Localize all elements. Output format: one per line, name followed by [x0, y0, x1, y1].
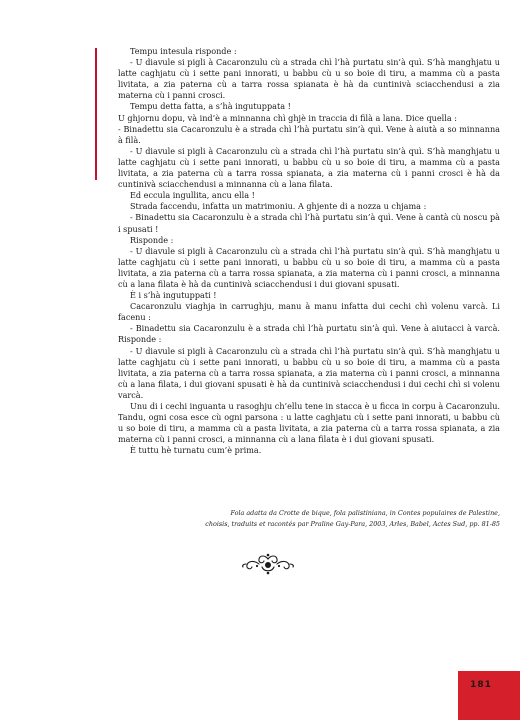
- story-text: [118, 46, 500, 456]
- story-paragraph: Ed eccula ingullita, ancu ella !: [130, 190, 255, 201]
- story-paragraph: Cacaronzulu viaghja in carrughju, manu à manu infatta dui cechi chì volenu varcà. Li facenu :: [118, 301, 500, 323]
- story-paragraph: Strada faccendu, infatta un matrimoniu. A ghjente di a nozza u chjama :: [130, 201, 427, 212]
- page-number-box: [458, 671, 520, 720]
- source-line: Fola adatta da Crotte de bique, fola palistiniana, in Contes populaires de Palestine,: [230, 509, 500, 517]
- source-line: choisis, traduits et racontés par Praline Gay-Para, 2003, Arles, Babel, Actes Sud, pp. 81-85: [205, 519, 500, 528]
- story-paragraph: - U diavule si pigli à Cacaronzulu cù a strada chì l’hà purtatu sin’à quì. S’hà manghjatu u latte caghjatu cù i sette pani innorati, u babbu cù u so boie di tiru, a mamma cù a pasta livitata, a zia paterna cù a tarra rossa spianata, a zia materna cù i panni crosci è hà da cuntinivà sciacchendusi a minnanna cù a lana filata.: [118, 145, 500, 190]
- story-paragraph: Risponde :: [130, 234, 174, 245]
- story-paragraph: - U diavule si pigli à Cacaronzulu cù a strada chì l’hà purtatu sin’à quì. S’hà manghjatu u latte caghjatu cù i sette pani innorati, u babbu cù u so boie di tiru, a mamma cù a pasta livitata, a zia paterna cù a tarra rossa spianata, a zia materna cù i panni crosci, a minnanna cù a lana filata, i dui giovani spusati è hà da cuntinivà sciacchendusi i dui cechi chì si volenu varcà.: [118, 345, 500, 400]
- story-paragraph: Tempu intesula risponde :: [130, 46, 237, 56]
- margin-red-rule: [95, 48, 97, 180]
- story-paragraph: - U diavule si pigli à Cacaronzulu cù a strada chì l’hà purtatu sin’à quì. S’hà manghjatu u latte caghjatu cù i sette pani innorati, u babbu cù u so boie di tiru, a mamma cù a pasta livitata, a zia paterna cù a tarra rossa spianata, a zia materna cù i panni crosci, a minnanna cù a lana filata è hà da cuntinivà sciacchendusi i dui giovani spusati.: [118, 245, 500, 289]
- source-citation: [150, 508, 500, 530]
- story-paragraph: È tuttu hè turnatu cum’è prima.: [130, 445, 262, 456]
- flourish-ornament-icon: [240, 552, 296, 576]
- story-paragraph: - Binadettu sia Cacaronzulu è a strada chì l’hà purtatu sin’à quì. Vene à aiutà a so minnanna à filà.: [118, 123, 500, 145]
- story-paragraph: Unu di i cechi inguanta u rasoghju ch’ellu tene in stacca è u ficca in corpu à Cacaronzulu. Tandu, ogni cosa esce cù ogni parsona : u latte caghjatu cù i sette pani innorati, u babbu cù u so boie di tiru, a mamma cù a pasta livitata, a zia paterna cù a tarra rossa spianata, a zia materna cù i panni crosci, a minnanna cù a lana filata è i dui giovani spusati.: [118, 401, 500, 445]
- story-paragraph: Tempu detta fatta, a s’hà ingutuppata !: [130, 101, 291, 112]
- story-paragraph: U ghjornu dopu, và ind’è a minnanna chì ghjè in traccia di filà a lana. Dice quella :: [118, 112, 457, 123]
- story-paragraph: - Binadettu sia Cacaronzulu è a strada chì l’hà purtatu sin’à quì. Vene à cantà cù noscu pà i spusati !: [118, 212, 500, 234]
- page-number: 181: [470, 680, 492, 690]
- story-paragraph: - Binadettu sia Cacaronzulu è a strada chì l’hà purtatu sin’à quì. Vene à aiutacci à varcà. Risponde :: [118, 323, 500, 345]
- story-paragraph: - U diavule si pigli à Cacaronzulu cù a strada chì l’hà purtatu sin’à quì. S’hà manghjatu u latte caghjatu cù i sette pani innorati, u babbu cù u so boie di tiru, a mamma cù a pasta livitata, a zia paterna cù a tarra rossa spianata è hà da cuntinivà sciacchendusi a zia materna cù i panni crosci.: [118, 57, 500, 101]
- story-paragraph: È i s’hà ingutuppati !: [130, 290, 217, 301]
